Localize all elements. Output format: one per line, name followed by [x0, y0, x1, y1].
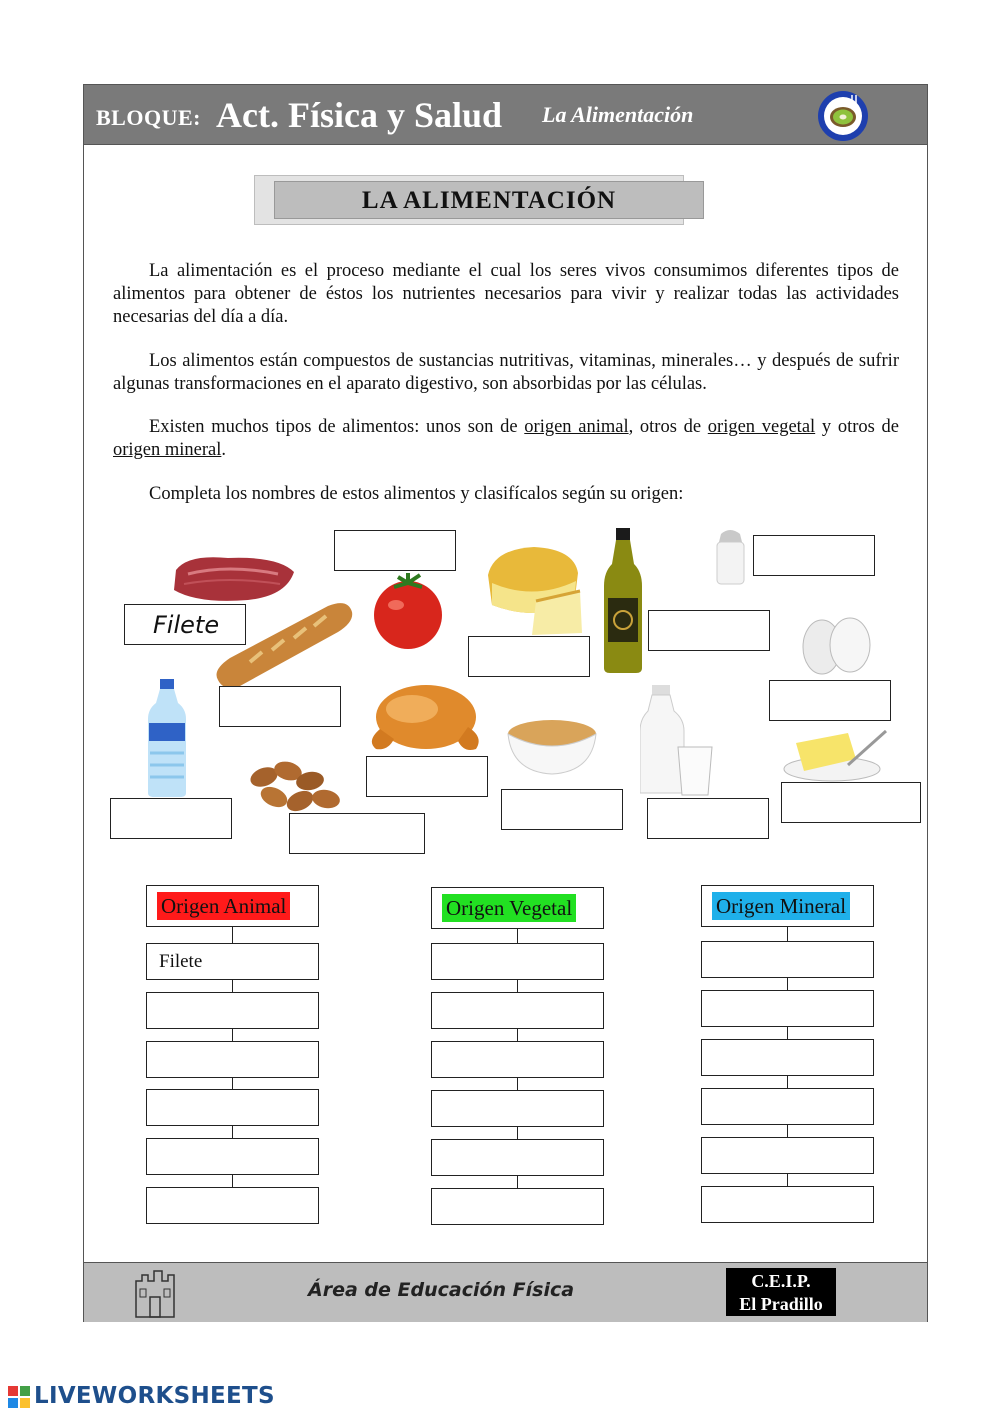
vegetal-box-3[interactable] [431, 1041, 604, 1078]
animal-title: Origen Animal [157, 892, 290, 920]
subject-title: Act. Física y Salud [216, 95, 503, 135]
salt-shaker-image [713, 528, 748, 586]
footer-area-text: Área de Educación Física [308, 1279, 575, 1301]
footer-bar [84, 1262, 927, 1322]
topic-title: La Alimentación [542, 102, 694, 127]
mineral-box-1[interactable] [701, 941, 874, 978]
label-eggs[interactable] [769, 680, 891, 721]
origen-mineral-text: origen mineral [113, 440, 222, 460]
animal-box-3[interactable] [146, 1041, 319, 1078]
label-tomato[interactable] [334, 530, 456, 571]
milk-image [640, 685, 714, 797]
label-salt[interactable] [753, 535, 875, 576]
school-line-2: El Pradillo [739, 1294, 823, 1314]
animal-box-2[interactable] [146, 992, 319, 1029]
oil-bottle-image [602, 528, 644, 673]
label-butter[interactable] [781, 782, 921, 823]
water-bottle-image [146, 679, 188, 797]
vegetal-box-2[interactable] [431, 992, 604, 1029]
intro-paragraph-3: Existen muchos tipos de alimentos: unos son de origen animal, otros de origen vegetal y otros de origen mineral. [113, 417, 900, 460]
vegetal-box-1[interactable] [431, 943, 604, 980]
animal-box-4[interactable] [146, 1089, 319, 1126]
label-cereal[interactable] [501, 789, 623, 830]
animal-header [146, 885, 319, 927]
almonds-image [244, 755, 348, 821]
cheese-image [484, 545, 584, 637]
vegetal-header [431, 887, 604, 929]
mineral-box-2[interactable] [701, 990, 874, 1027]
vegetal-box-5[interactable] [431, 1139, 604, 1176]
animal-box-6[interactable] [146, 1187, 319, 1224]
chicken-image [368, 671, 484, 755]
label-oil[interactable] [648, 610, 770, 651]
kiwi-logo-icon [816, 89, 870, 143]
cereal-bowl-image [504, 716, 600, 776]
mineral-box-4[interactable] [701, 1088, 874, 1125]
intro-paragraph-2: Los alimentos están compuestos de sustancias nutritivas, vitaminas, minerales… y después de sufrir algunas transformaciones en el aparato digestivo, son absorbidas por las células. [113, 351, 899, 394]
bloque-label: BLOQUE: [96, 105, 201, 130]
steak-image [168, 550, 298, 605]
intro-paragraph-1: La alimentación es el proceso mediante el cual los seres vivos consumimos diferentes tipos de alimentos para obtener de éstos los nutrientes necesarios para vivir y realizar todas las actividades necesarias del día a día. [113, 261, 899, 327]
vegetal-box-4[interactable] [431, 1090, 604, 1127]
vegetal-title: Origen Vegetal [442, 894, 576, 922]
school-line-1: C.E.I.P. [751, 1271, 811, 1291]
label-cheese[interactable] [468, 636, 590, 677]
liveworksheets-logo-icon [8, 1386, 30, 1408]
tomato-image [368, 571, 448, 651]
castle-icon [134, 1267, 176, 1319]
label-bread[interactable] [219, 686, 341, 727]
animal-box-5[interactable] [146, 1138, 319, 1175]
origen-animal-text: origen animal [524, 417, 629, 437]
mineral-box-3[interactable] [701, 1039, 874, 1076]
liveworksheets-wordmark: LIVEWORKSHEETS [34, 1383, 275, 1409]
origen-vegetal-text: origen vegetal [707, 417, 816, 437]
vegetal-box-6[interactable] [431, 1188, 604, 1225]
mineral-box-5[interactable] [701, 1137, 874, 1174]
mineral-title: Origen Mineral [712, 892, 850, 920]
label-almonds[interactable] [289, 813, 425, 854]
label-milk[interactable] [647, 798, 769, 839]
header-bar [84, 85, 927, 145]
eggs-image [800, 615, 874, 677]
instruction-paragraph: Completa los nombres de estos alimentos y clasifícalos según su origen: [149, 484, 684, 504]
mineral-header [701, 885, 874, 927]
page-title: LA ALIMENTACIÓN [274, 181, 704, 219]
animal-box-1[interactable]: Filete [146, 943, 319, 980]
mineral-box-6[interactable] [701, 1186, 874, 1223]
school-badge [726, 1268, 836, 1316]
butter-image [782, 725, 892, 783]
worksheet [83, 84, 928, 1322]
label-chicken[interactable] [366, 756, 488, 797]
label-water[interactable] [110, 798, 232, 839]
label-steak[interactable]: Filete [124, 604, 246, 645]
